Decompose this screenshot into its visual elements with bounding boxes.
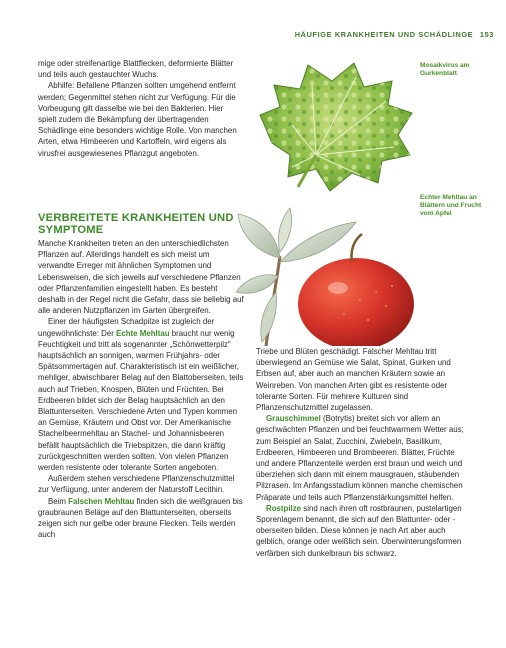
keyword-grauschimmel: Grauschimmel xyxy=(266,414,321,424)
running-title: HÄUFIGE KRANKHEITEN UND SCHÄDLINGE xyxy=(294,30,474,39)
paragraph: Abhilfe: Befallene Pflanzen sollten umgehend entfernt werden; Gegenmittel stehen nicht zur Verfügung. Für die Vorbeugung gilt dasselbe wie bei den Bakterien. Hier spielt zudem die Bekämpfung der übertragenden Schädlinge eine besonders wichtige Rolle. Von manchen Arten, etwa Himbeeren und Kartoffeln, wird eigens als virusfrei ausgewiesenes Pflanzgut angeboten. xyxy=(38,81,237,158)
text-run: braucht nur wenig Feuchtigkeit und tritt als sogenannter „Schönwetterpilz" hauptsächlich an sonnigen, warmen Frühjahrs- oder Spätsommertagen auf. Charakteristisch ist ein weißlicher, mehliger, abwischbarer Belag auf den Blattoberseiten, teils auch auf Trieben, Knospen, Blüten und Früchten. Bei Erdbeeren bildet sich der Belag hauptsächlich an den Blattunterseiten. Verschiedene Arten und Typen kommen an Gemüse, Kräutern und Obst vor. Der Amerikanische Stachelbeermehltau an Stachel- und Johannisbeeren befällt hauptsächlich die Triebspitzen, die dann kräftig zurückgeschnitten werden sollten. Von vielen Pflanzen werden resistente oder tolerante Sorten angeboten. xyxy=(38,328,244,473)
page-number: 153 xyxy=(479,30,494,39)
paragraph: Außerdem stehen verschiedene Pflanzenschutzmittel zur Verfügung, unter anderem der Naturstoff Lecithin. xyxy=(38,474,235,495)
caption-mosaic-virus: Mosaikvirus am Gurkenblatt xyxy=(420,62,470,77)
text-run: Einer der häufigsten Schadpilze ist zugleich der ungewöhnlichste: Der xyxy=(38,317,215,338)
paragraph xyxy=(38,496,244,541)
paragraph xyxy=(38,316,244,473)
text-run: sind nach ihren oft rostbraunen, pustelartigen Sporenlagern benannt, die sich auf den Blattunter- oder -oberseiten bilden. Diese können je nach Art aber auch gelblich, orange oder weißlich sein. Überwinterungsformen verfärben sich dunkelbraun bis schwarz. xyxy=(256,503,462,558)
keyword-falscher-mehltau: Falschen Mehltau xyxy=(68,496,135,506)
paragraph: Triebe und Blüten geschädigt. Falscher Mehltau tritt überwiegend an Gemüse wie Salat, Spinat, Gurken und Erbsen auf, aber auch an manchen Kräutern sowie an Weinreben. Von manchen Arten gibt es resistente oder tolerante Sorten. Für mehrere Kulturen sind Pflanzenschutzmittel zugelassen. xyxy=(256,347,451,413)
caption-powdery-mildew: Echter Mehltau an Blättern und Frucht vom Apfel xyxy=(420,194,482,217)
text-run: finden sich die weißgrauen bis graubraunen Beläge auf den Blattunterseiten, oberseits zeigen sich nur gelbe oder braune Flecken. Teils werden auch xyxy=(38,496,243,540)
paragraph xyxy=(256,413,466,503)
text-run: (Botrytis) breitet sich vor allem an geschwächten Pflanzen und bei feuchtwarmem Wetter aus; zum Beispiel an Salat, Zucchini, Zwiebeln, Basilikum, Erdbeeren, Himbeeren und Brombeeren. Blätter, Früchte und andere Pflanzenteile werden erst braun und weich und überziehen sich dann mit einem mausgrauen, stäubenden Pilzrasen. Im Anfangsstadium können manche chemischen Präparate und teils auch Pflanzenstärkungsmittel helfen. xyxy=(256,414,464,502)
running-head xyxy=(295,30,494,39)
apple-mildew-illustration xyxy=(236,196,416,346)
cucumber-leaf-illustration xyxy=(252,55,417,195)
keyword-echte-mehltau: Echte Mehltau xyxy=(116,328,170,338)
keyword-rostpilze: Rostpilze xyxy=(266,503,302,513)
top-text-block xyxy=(38,58,238,159)
paragraph: Manche Krankheiten treten an den unterschiedlichsten Pflanzen auf. Allerdings handelt es sich meist um verwandte Erreger mit ähnlichen Symptomen und Lebensweisen, die sich jeweils auf verschiedene Pflanzen oder Pflanzenfamilien eingestellt haben. Es besteht deshalb in der Regel nicht die Gefahr, dass sie beliebig auf alle anderen Nutzpflanzen im Garten übergreifen. xyxy=(38,239,244,316)
right-column-text xyxy=(256,346,466,559)
paragraph xyxy=(256,503,466,559)
left-column-text xyxy=(38,238,244,540)
paragraph: mige oder streifenartige Blattflecken, deformierte Blätter und teils auch gestauchter Wuchs. xyxy=(38,59,234,80)
text-run: Beim xyxy=(48,496,69,506)
section-heading: VERBREITETE KRANKHEITEN UND SYMPTOME xyxy=(38,212,234,236)
